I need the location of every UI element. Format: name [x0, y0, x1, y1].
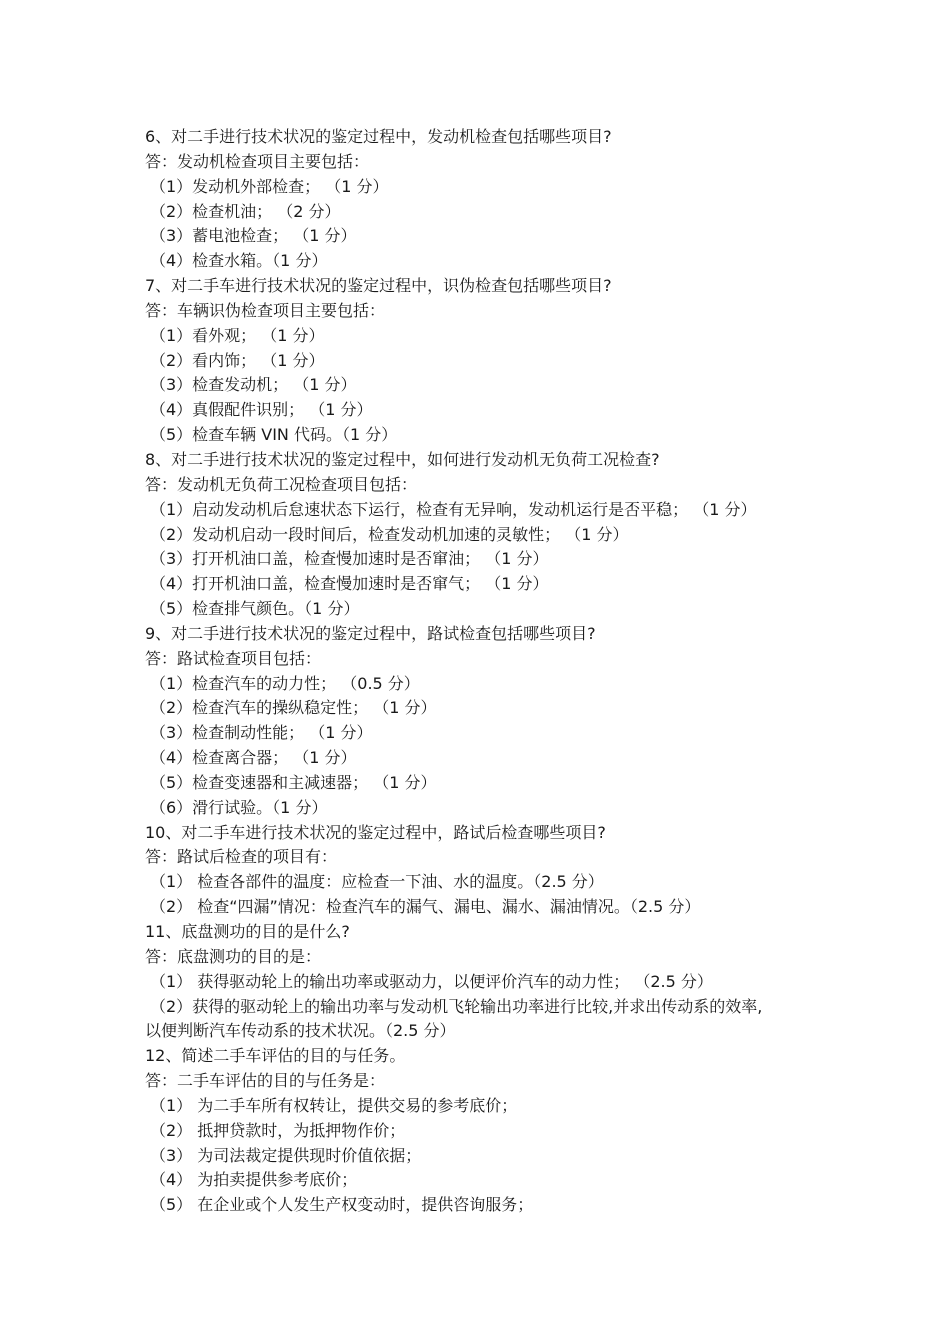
answer-item: （2）获得的驱动轮上的输出功率与发动机飞轮输出功率进行比较,并求出传动系的效率, [150, 996, 763, 1016]
answer-line: 答：路试后检查的项目有： [145, 847, 338, 867]
answer-line: 答：车辆识伪检查项目主要包括： [145, 300, 386, 320]
answer-line: 以便判断汽车传动系的技术状况。（2.5 分） [145, 1021, 456, 1041]
answer-item: （5）检查车辆 VIN 代码。（1 分） [150, 425, 398, 445]
answer-item: （2）看内饰； （1 分） [150, 350, 325, 370]
answer-line: 答：路试检查项目包括： [145, 648, 322, 668]
answer-item: （1）看外观； （1 分） [150, 325, 325, 345]
answer-item: （2）检查机油； （2 分） [150, 201, 341, 221]
answer-item: （1）启动发动机后怠速状态下运行，检查有无异响，发动机运行是否平稳； （1 分） [150, 499, 757, 519]
answer-item: （3）检查发动机； （1 分） [150, 375, 357, 395]
answer-item: （4）打开机油口盖，检查慢加速时是否窜气； （1 分） [150, 574, 549, 594]
question-heading: 12、简述二手车评估的目的与任务。 [145, 1046, 406, 1066]
answer-item: （1） 检查各部件的温度：应检查一下油、水的温度。（2.5 分） [150, 872, 604, 892]
answer-item: （2）检查汽车的操纵稳定性； （1 分） [150, 698, 437, 718]
answer-item: （3） 为司法裁定提供现时价值依据； [150, 1145, 422, 1165]
answer-item: （4）检查水箱。（1 分） [150, 251, 328, 271]
question-heading: 9、对二手进行技术状况的鉴定过程中，路试检查包括哪些项目? [145, 623, 596, 643]
answer-item: （4）真假配件识别； （1 分） [150, 400, 373, 420]
answer-item: （2） 抵押贷款时，为抵押物作价； [150, 1120, 406, 1140]
answer-item: （1） 为二手车所有权转让，提供交易的参考底价； [150, 1095, 518, 1115]
question-heading: 11、底盘测功的目的是什么? [145, 922, 350, 941]
answer-item: （5）检查排气颜色。（1 分） [150, 599, 360, 619]
answer-item: （3）检查制动性能； （1 分） [150, 723, 373, 743]
answer-line: 答：底盘测功的目的是： [145, 946, 322, 966]
answer-line: 答：发动机检查项目主要包括： [145, 151, 370, 171]
answer-item: （4） 为拍卖提供参考底价； [150, 1170, 358, 1190]
question-heading: 6、对二手进行技术状况的鉴定过程中，发动机检查包括哪些项目? [145, 127, 612, 146]
document-body [145, 125, 835, 1218]
answer-item: （6）滑行试验。（1 分） [150, 797, 328, 817]
question-heading: 8、对二手进行技术状况的鉴定过程中，如何进行发动机无负荷工况检查? [145, 449, 660, 469]
answer-item: （5） 在企业或个人发生产权变动时，提供咨询服务； [150, 1195, 534, 1215]
answer-item: （2） 检查“四漏”情况：检查汽车的漏气、漏电、漏水、漏油情况。（2.5 分） [150, 897, 701, 917]
answer-item: （1） 获得驱动轮上的输出功率或驱动力，以便评价汽车的动力性； （2.5 分） [150, 971, 713, 991]
answer-line: 答：发动机无负荷工况检查项目包括： [145, 474, 418, 494]
answer-item: （1）检查汽车的动力性； （0.5 分） [150, 673, 420, 693]
question-heading: 7、对二手车进行技术状况的鉴定过程中，识伪检查包括哪些项目? [145, 276, 612, 296]
answer-item: （3）蓄电池检查； （1 分） [150, 226, 357, 246]
answer-item: （3）打开机油口盖，检查慢加速时是否窜油； （1 分） [150, 549, 549, 569]
answer-item: （1）发动机外部检查； （1 分） [150, 176, 389, 196]
answer-item: （2）发动机启动一段时间后，检查发动机加速的灵敏性； （1 分） [150, 524, 629, 544]
answer-line: 答：二手车评估的目的与任务是： [145, 1071, 386, 1091]
answer-item: （4）检查离合器； （1 分） [150, 748, 357, 768]
question-heading: 10、对二手车进行技术状况的鉴定过程中，路试后检查哪些项目? [145, 822, 606, 842]
answer-item: （5）检查变速器和主减速器； （1 分） [150, 772, 437, 792]
